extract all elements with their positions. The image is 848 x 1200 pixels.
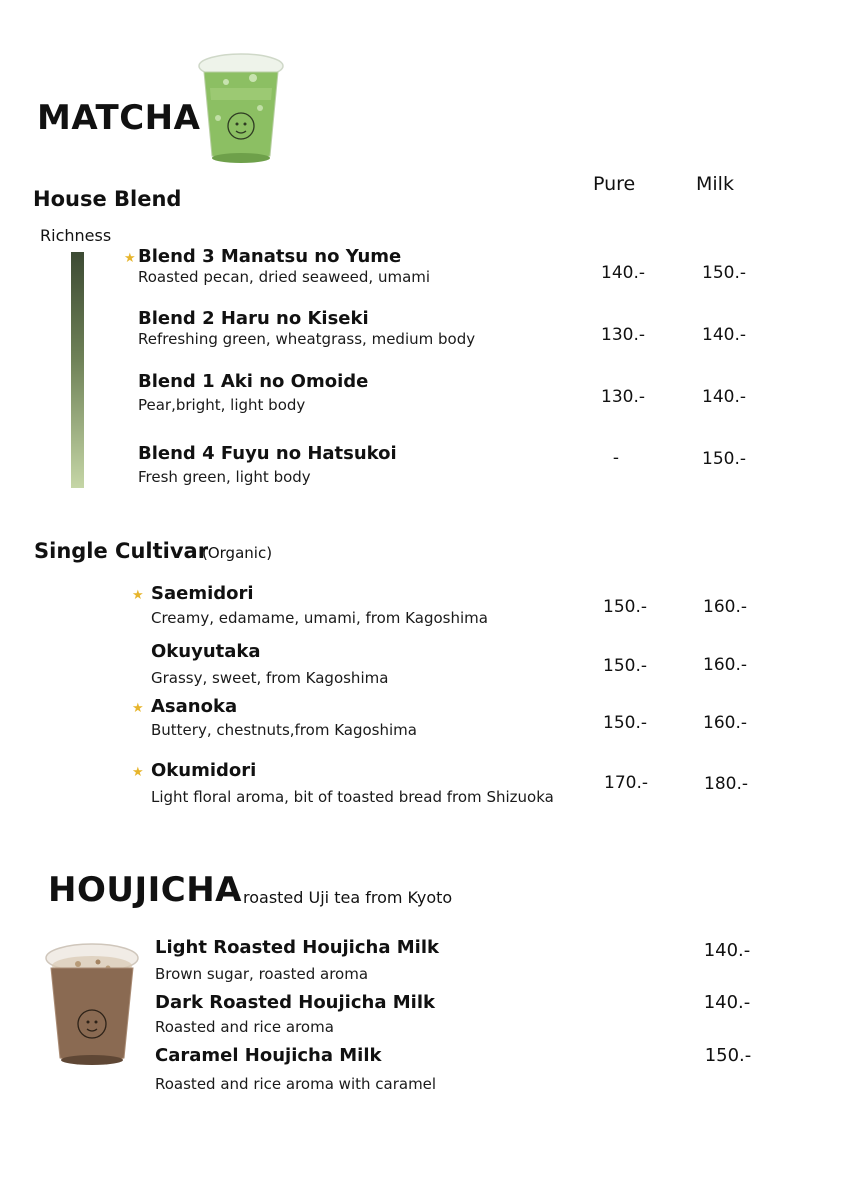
item-description: Creamy, edamame, umami, from Kagoshima — [151, 609, 488, 627]
item-name: Blend 4 Fuyu no Hatsukoi — [138, 443, 397, 464]
price-milk: 140.- — [702, 325, 746, 345]
price-milk: 150.- — [702, 263, 746, 283]
item-name: Blend 1 Aki no Omoide — [138, 371, 369, 392]
item-description: Roasted and rice aroma with caramel — [155, 1075, 437, 1093]
item-description: Refreshing green, wheatgrass, medium body — [138, 330, 476, 348]
item-name: Saemidori — [151, 583, 254, 604]
price-milk: 180.- — [704, 774, 748, 794]
item-name: Asanoka — [151, 696, 238, 717]
price: 140.- — [703, 992, 751, 1013]
item-description: Buttery, chestnuts,from Kagoshima — [151, 721, 417, 739]
richness-gradient-bar — [71, 252, 84, 488]
price-pure: - — [612, 448, 620, 468]
column-milk-header: Milk — [696, 173, 734, 195]
single-cultivar-heading: Single Cultivar — [34, 539, 209, 563]
item-name: Light Roasted Houjicha Milk — [155, 937, 439, 958]
price-milk: 150.- — [702, 449, 746, 469]
item-name: Okumidori — [151, 760, 257, 781]
item-name: Dark Roasted Houjicha Milk — [155, 992, 435, 1013]
price-pure: 130.- — [601, 325, 645, 345]
item-name: Blend 3 Manatsu no Yume — [138, 246, 402, 267]
matcha-title: MATCHA — [37, 98, 201, 138]
item-name: Okuyutaka — [151, 641, 261, 662]
star-icon: ★ — [132, 701, 144, 716]
price: 150.- — [704, 1045, 752, 1066]
item-name: Caramel Houjicha Milk — [155, 1045, 382, 1066]
price-pure: 150.- — [603, 656, 647, 676]
item-description: Brown sugar, roasted aroma — [155, 965, 369, 983]
price-pure: 150.- — [603, 597, 647, 617]
price-pure: 140.- — [601, 263, 645, 283]
price-milk: 160.- — [703, 655, 747, 675]
item-description: Light floral aroma, bit of toasted bread from Shizuoka — [151, 788, 554, 806]
price-pure: 130.- — [601, 387, 645, 407]
star-icon: ★ — [132, 765, 144, 780]
item-description: Pear,bright, light body — [138, 396, 306, 414]
matcha-cup-image — [198, 48, 284, 166]
item-description: Roasted and rice aroma — [155, 1018, 334, 1036]
houjicha-title: HOUJICHA — [48, 870, 242, 910]
price-milk: 160.- — [703, 713, 747, 733]
item-description: Roasted pecan, dried seaweed, umami — [138, 268, 431, 286]
price-milk: 140.- — [702, 387, 746, 407]
price: 140.- — [703, 940, 751, 961]
price-pure: 170.- — [604, 773, 648, 793]
price-pure: 150.- — [603, 713, 647, 733]
item-name: Blend 2 Haru no Kiseki — [138, 308, 369, 329]
column-pure-header: Pure — [593, 173, 636, 195]
richness-label: Richness — [40, 226, 112, 245]
star-icon: ★ — [124, 251, 136, 266]
item-description: Grassy, sweet, from Kagoshima — [151, 669, 389, 687]
organic-note: (Organic) — [202, 544, 273, 562]
house-blend-heading: House Blend — [33, 187, 182, 211]
item-description: Fresh green, light body — [138, 468, 311, 486]
price-milk: 160.- — [703, 597, 747, 617]
star-icon: ★ — [132, 588, 144, 603]
houjicha-subtitle: roasted Uji tea from Kyoto — [243, 888, 453, 907]
houjicha-cup-image — [44, 936, 140, 1070]
